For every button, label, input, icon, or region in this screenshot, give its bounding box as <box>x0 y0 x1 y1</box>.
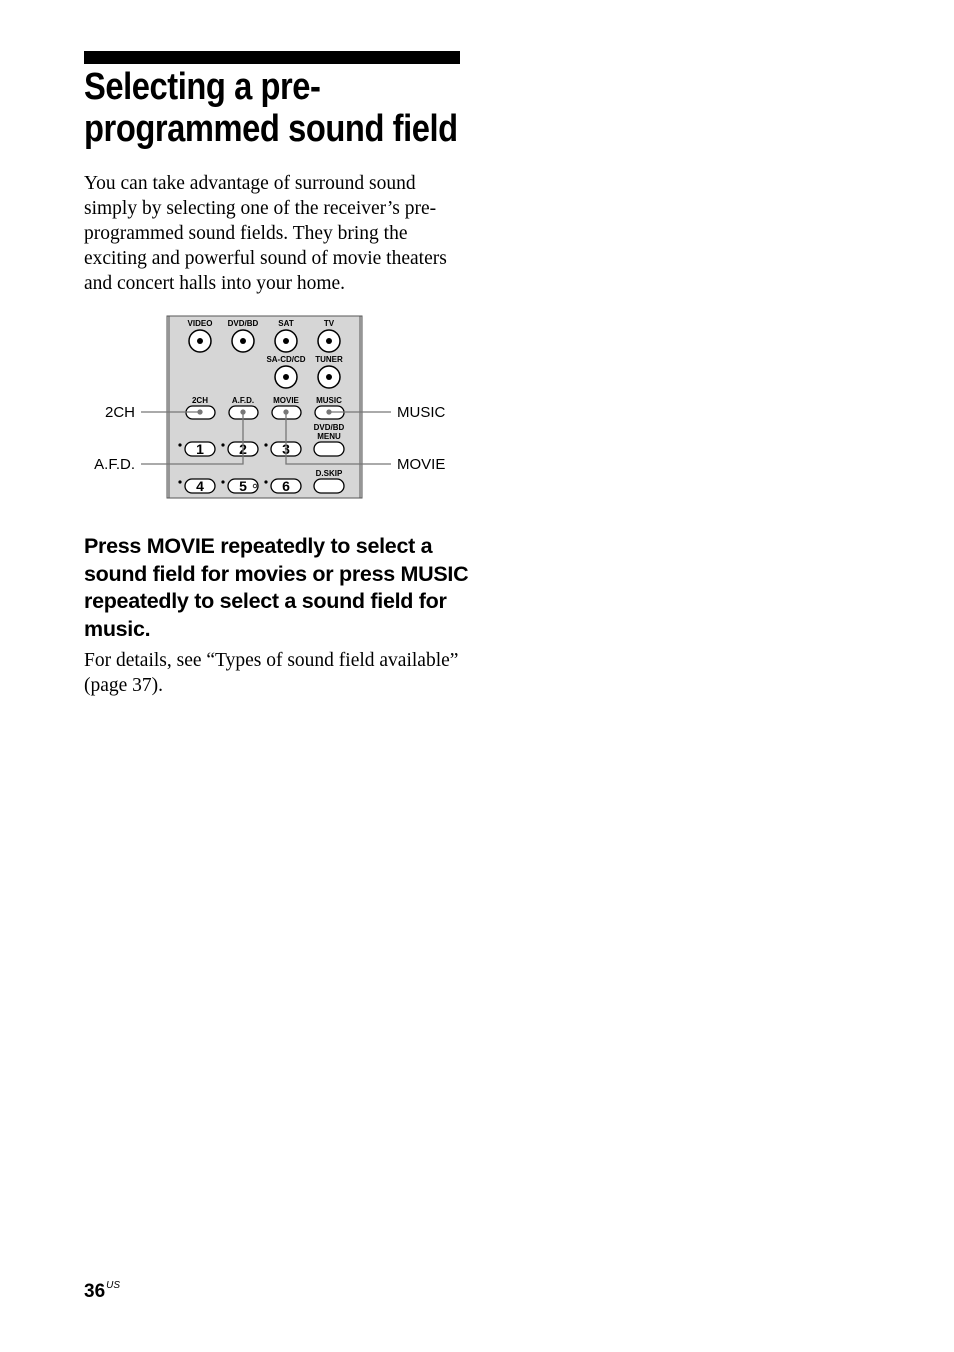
tv-button[interactable] <box>318 330 340 352</box>
label-tuner: TUNER <box>315 355 343 364</box>
label-2ch: 2CH <box>191 396 209 405</box>
step-instruction: Press MOVIE repeatedly to select a sound field for movies or press MUSIC repeatedly to select a sound field for music. <box>84 534 469 641</box>
callout-afd: A.F.D. <box>94 456 135 473</box>
label-tv: TV <box>323 319 335 328</box>
number-3-label: 3 <box>282 441 290 457</box>
sa-cd-cd-button[interactable] <box>275 366 297 388</box>
callout-music: MUSIC <box>397 404 446 421</box>
number-1-label: 1 <box>196 441 204 457</box>
page-number <box>84 1280 120 1303</box>
callout-movie: MOVIE <box>397 456 446 473</box>
label-dvd-menu-2: MENU <box>317 432 341 441</box>
detail-paragraph: For details, see “Types of sound field available” (page 37). <box>84 650 459 696</box>
label-dvd-menu-1: DVD/BD <box>313 423 345 432</box>
label-sa-cd-cd: SA-CD/CD <box>266 355 306 364</box>
label-video: VIDEO <box>187 319 213 328</box>
label-music: MUSIC <box>316 396 342 405</box>
label-dvd-bd: DVD/BD <box>227 319 259 328</box>
dvd-menu-button[interactable] <box>314 442 344 456</box>
label-dskip: D.SKIP <box>315 469 343 478</box>
page-number-suffix: US <box>106 1280 121 1291</box>
label-afd: A.F.D. <box>231 396 255 405</box>
header-rule <box>84 51 460 64</box>
label-sat: SAT <box>278 319 294 328</box>
intro-paragraph: You can take advantage of surround sound simply by selecting one of the receiver’s pre-programmed sound fields. They bring the exciting and powerful sound of movie theaters and concert halls into your home. <box>84 173 447 294</box>
tuner-button[interactable] <box>318 366 340 388</box>
page-title: Selecting a pre-programmed sound field <box>84 66 458 150</box>
dvd-bd-button[interactable] <box>232 330 254 352</box>
sat-button[interactable] <box>275 330 297 352</box>
number-5-label: 5 <box>239 478 247 494</box>
label-movie: MOVIE <box>273 396 299 405</box>
video-button[interactable] <box>189 330 211 352</box>
number-2-label: 2 <box>239 441 247 457</box>
page-number-value: 36 <box>84 1281 106 1302</box>
dskip-button[interactable] <box>314 479 344 493</box>
remote-diagram <box>0 300 954 505</box>
number-4-label: 4 <box>196 478 204 494</box>
callout-2ch: 2CH <box>104 404 135 421</box>
number-6-label: 6 <box>282 478 290 494</box>
